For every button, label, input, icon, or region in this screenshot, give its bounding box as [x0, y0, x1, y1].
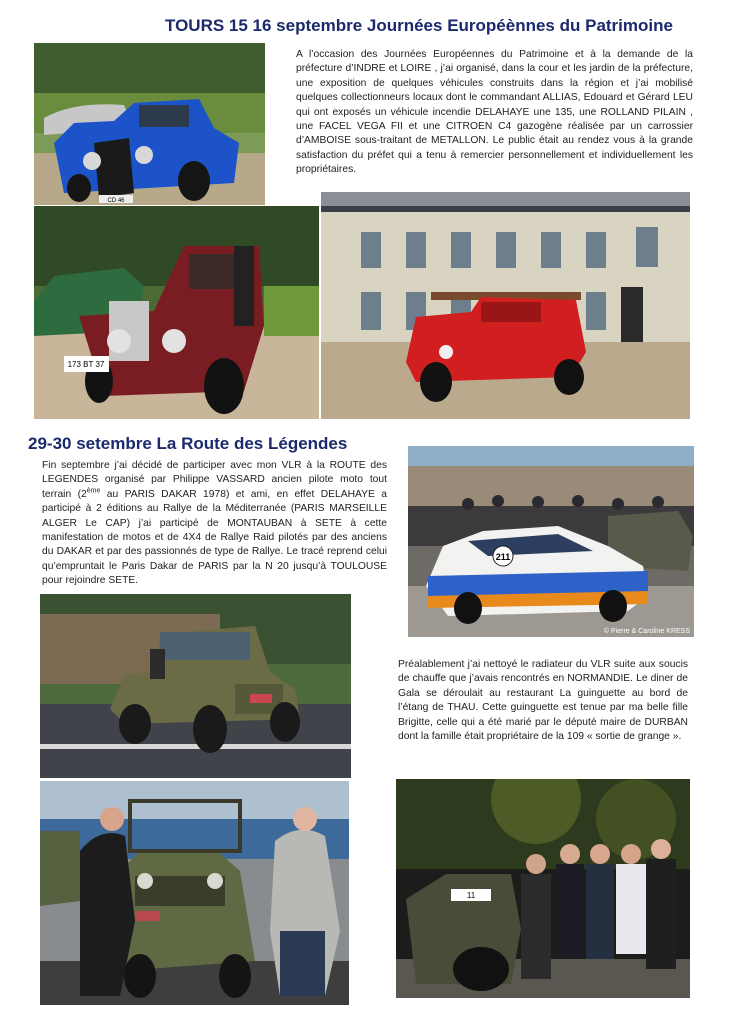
photo-credit: © Pierre & Caroline KRESS	[603, 628, 690, 635]
section2-paragraph	[42, 459, 387, 589]
jeep-plate-night: 11	[466, 891, 476, 900]
photo-jeep-road	[40, 594, 351, 778]
section2-paragraph-part2: au PARIS DAKAR 1978) et ami, en effet DELAHAYE a participé à 2 éditions au Rallye de la Méditerranée (PARIS MARSEILLE ALGER Le CAP) j’ai participé de MONTAUBAN à SETE à cette manifestation de motos et de 4X4 de Rallye Raid pilotés par des anciens du DAKAR et par des passionnés de type de Rallye. Le tracé reprend celui qu’empruntait le Paris Dakar de PARIS par la N 20 jusqu’à TOULOUSE pour rejoindre SETE.	[42, 488, 387, 587]
section2-paragraph2: Préalablement j’ai nettoyé le radiateur du VLR suite aux soucis de chauffe que j’avais rencontrés en NORMANDIE. Le diner de Gala se déroulait au restaurant La guinguette au bord de l’étang de THAU. Cette guinguette est tenue par ma belle fille Brigitte, celle qui a été marié par le député maire de DURBAN dont la famille était propriétaire de la 109 « sortie de grange ».	[398, 659, 688, 743]
section2-paragraph-sup: ème	[86, 487, 101, 495]
section1-title: TOURS 15 16 septembre Journées Européènnes du Patrimoine	[165, 16, 673, 35]
section2-paragraph-part1: Fin septembre j’ai décidé de participer avec mon VLR à la ROUTE des LEGENDES organisé par Philippe VASSARD ancien pilote moto tout terrain (2	[42, 460, 387, 500]
rally-car-number: 211	[495, 552, 511, 562]
photo-fire-truck-prefecture	[321, 192, 690, 419]
photo-blue-vintage-car	[34, 43, 265, 205]
plate-blue-car: CD 46	[107, 198, 125, 204]
section2-title: 29-30 setembre La Route des Légendes	[28, 434, 348, 453]
plate-red-car: 173 BT 37	[67, 360, 105, 369]
section1-paragraph: A l’occasion des Journées Européennes du Patrimoine et à la demande de la préfecture d’INDRE et LOIRE , j’ai organisé, dans la cour et les jardin de la préfecture, une exposition de quelques véhicules construits dans la région et j’ai mobilisé quelques collectionneurs locaux dont le commandant ALLIAS, Edouard et Gérard LEU qui ont exposés un véhicule incendie DELAHAYE une 135, une ROLLAND PILAIN , une FACEL VEGA FII et une CITROEN C4 gazogène réalisée par un carrossier d’AMBOISE sous-traitant de METALLON. Le public était au rendez vous à la grande satisfaction du préfet qui a tenu à remercier personnellement et individuellement les propriétaires.	[296, 49, 693, 176]
photo-red-vintage-car	[34, 206, 319, 419]
photo-men-jeep-sea	[40, 781, 349, 1005]
photo-rally-porsche	[408, 446, 694, 637]
photo-group-night	[396, 779, 690, 998]
